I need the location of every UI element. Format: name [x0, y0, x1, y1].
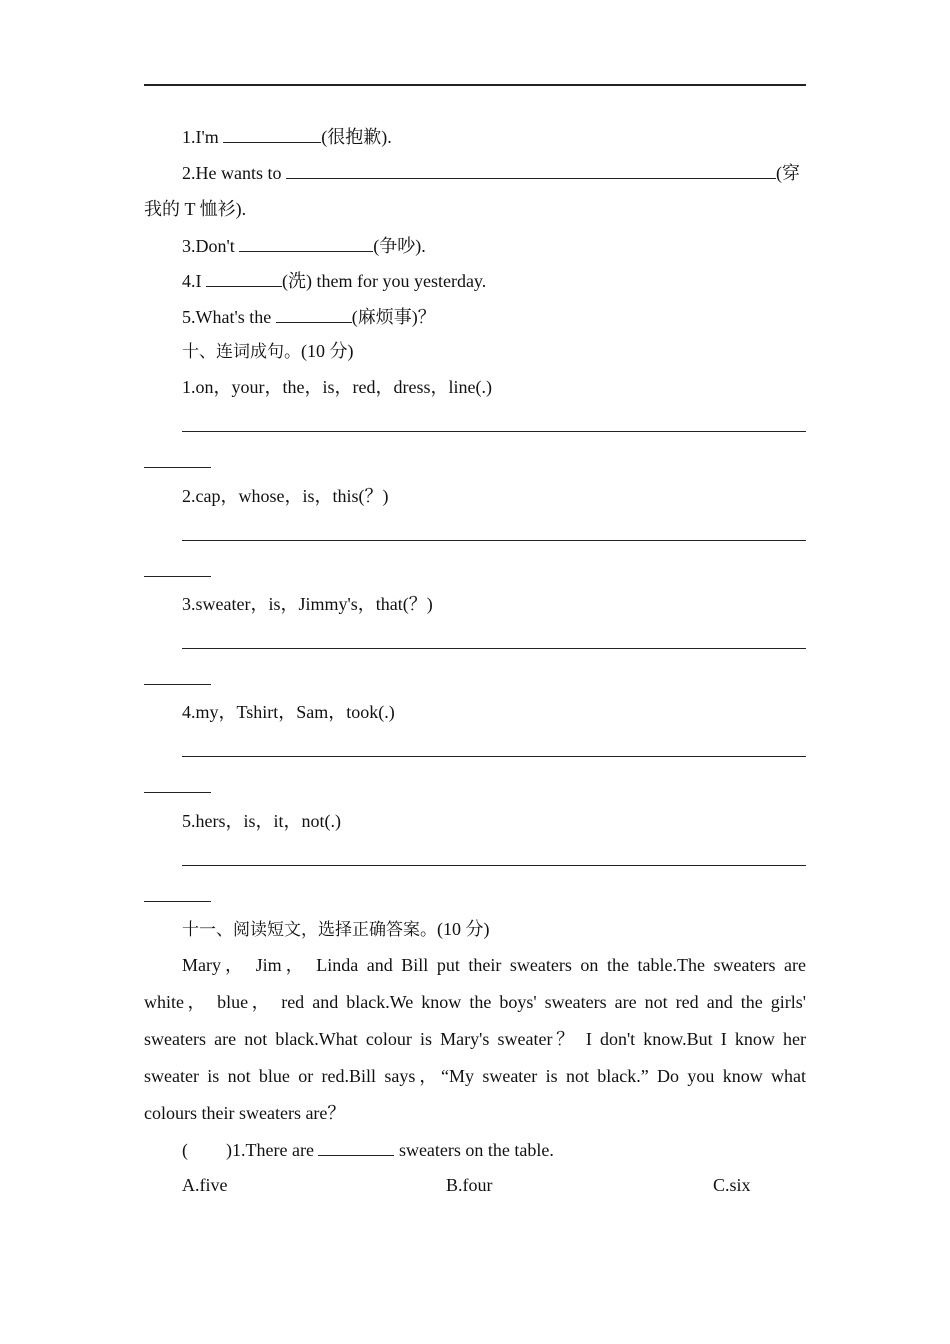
answer-line-3-continued[interactable] — [144, 684, 211, 685]
fill-question-1 — [182, 125, 806, 148]
answer-line-5[interactable] — [182, 865, 806, 866]
answer-line-5-continued[interactable] — [144, 901, 211, 902]
option-c[interactable]: C.six — [713, 1175, 751, 1195]
rq1-text-after: sweaters on the table. — [394, 1140, 554, 1160]
rq1-blank[interactable] — [318, 1138, 394, 1156]
q5-prefix: 5.What's the — [182, 307, 276, 327]
option-b[interactable]: B.four — [446, 1175, 493, 1195]
section11-title: 十一、阅读短文，选择正确答案。 — [182, 920, 437, 940]
q2-hint: (穿 — [775, 163, 800, 183]
section11-score: (10 分) — [437, 919, 490, 939]
passage-line-4: sweater is not blue or red.Bill says，“My sweater is not black.” Do you know what — [144, 1066, 806, 1086]
answer-line-2[interactable] — [182, 540, 806, 541]
answer-paren-open: ( — [182, 1140, 188, 1160]
option-a[interactable]: A.five — [182, 1175, 228, 1195]
top-rule — [144, 84, 806, 86]
passage-line-2: white， blue， red and black.We know the boys' sweaters are not red and the girls' — [144, 992, 806, 1012]
q4-blank[interactable] — [206, 269, 282, 287]
q2-prefix: 2.He wants to — [182, 163, 286, 183]
q3-prefix: 3.Don't — [182, 236, 240, 256]
q2-continuation: 我的 T 恤衫). — [144, 199, 247, 219]
q3-blank[interactable] — [239, 234, 373, 252]
section10-item-3: 3.sweater，is，Jimmy's，that(？) — [182, 594, 433, 614]
section10-title: 十、连词成句。 — [182, 342, 301, 362]
section10-score: (10 分) — [301, 341, 354, 361]
q1-blank[interactable] — [223, 125, 321, 143]
section10-item-2: 2.cap，whose，is，this(？) — [182, 486, 389, 506]
answer-line-1-continued[interactable] — [144, 467, 211, 468]
q5-hint: (麻烦事)？ — [351, 307, 436, 327]
q4-prefix: 4.I — [182, 271, 206, 291]
fill-question-3 — [182, 234, 806, 257]
fill-question-5 — [182, 305, 806, 328]
q1-hint: (很抱歉). — [321, 127, 392, 147]
q2-blank[interactable] — [286, 161, 776, 179]
section10-item-4: 4.my，Tshirt，Sam，took(.) — [182, 702, 395, 722]
q3-hint: (争吵). — [373, 236, 426, 256]
passage-line-3: sweaters are not black.What colour is Mary's sweater？ I don't know.But I know her — [144, 1029, 806, 1049]
fill-question-2 — [182, 161, 806, 184]
answer-line-3[interactable] — [182, 648, 806, 649]
section10-heading — [182, 340, 806, 363]
answer-line-4[interactable] — [182, 756, 806, 757]
q4-hint: (洗) them for you yesterday. — [282, 271, 487, 291]
section11-heading — [182, 918, 806, 941]
section10-item-5: 5.hers，is，it，not(.) — [182, 811, 341, 831]
answer-line-2-continued[interactable] — [144, 576, 211, 577]
rq1-text-before: )1.There are — [226, 1140, 319, 1160]
answer-line-4-continued[interactable] — [144, 792, 211, 793]
fill-question-4 — [182, 269, 806, 292]
reading-question-1 — [182, 1138, 806, 1161]
section10-item-1: 1.on，your，the，is，red，dress，line(.) — [182, 377, 492, 397]
q5-blank[interactable] — [276, 305, 352, 323]
passage-line-1: Mary， Jim， Linda and Bill put their sweaters on the table.The sweaters are — [182, 955, 806, 975]
answer-line-1[interactable] — [182, 431, 806, 432]
q1-prefix: 1.I'm — [182, 127, 224, 147]
passage-line-5: colours their sweaters are？ — [144, 1103, 346, 1123]
